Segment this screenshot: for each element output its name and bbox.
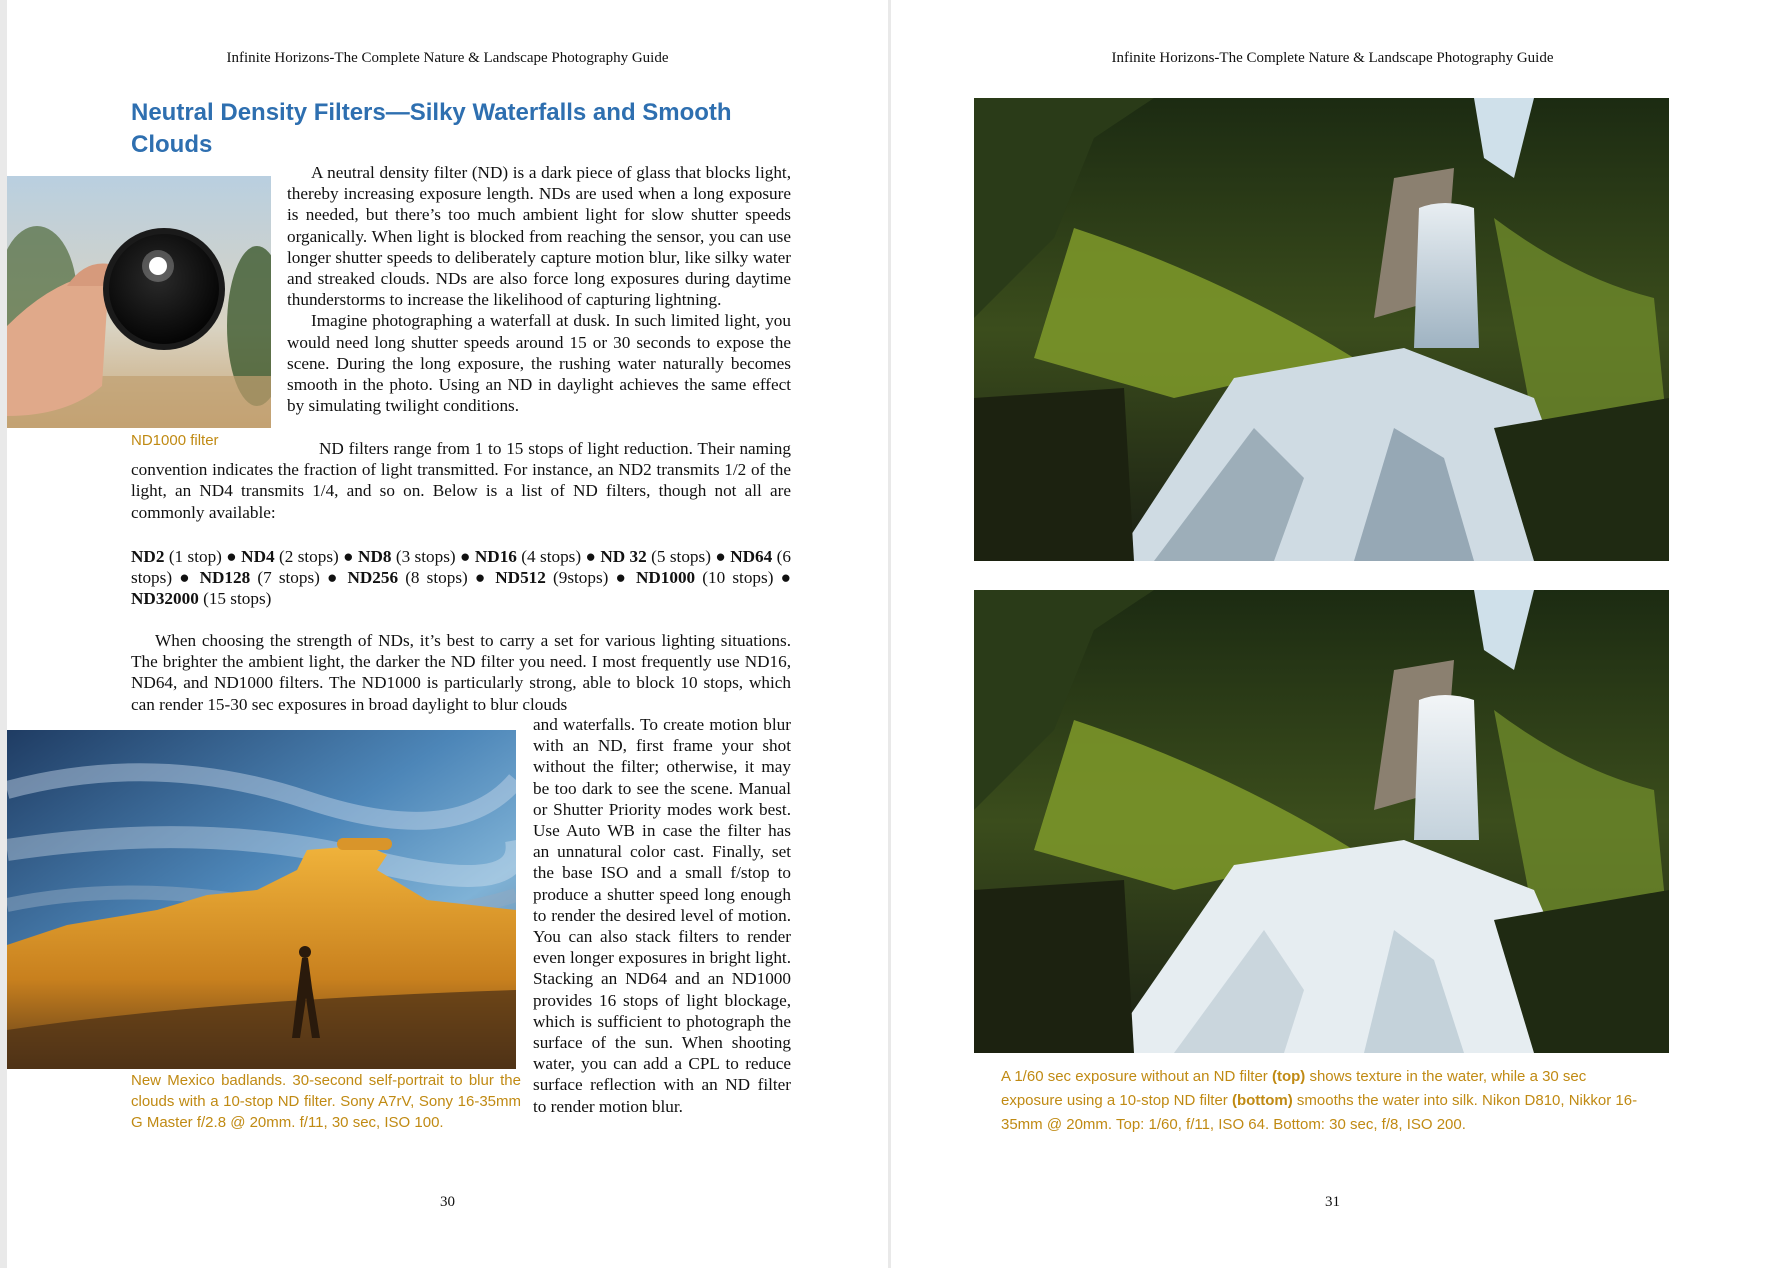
right-page [891,0,1774,1268]
nd-filter-photo [7,176,271,428]
caption-part-1: A 1/60 sec exposure without an ND filter [1001,1068,1272,1085]
caption-part-2: shows texture in the water, while a 30 sec exposure using a 10-stop ND filter [1001,1068,1587,1109]
section-heading: Neutral Density Filters—Silky Waterfalls and Smooth Clouds [131,99,732,158]
nd-list-item: ND2 (1 stop) [131,547,222,566]
nd-filter-list [131,546,791,610]
page-number-left: 30 [440,1194,455,1210]
nd-list-item: ND64 (6 stops) [131,547,791,588]
nd-list-item: ND8 (3 stops) [358,547,456,566]
running-head-left: Infinite Horizons-The Complete Nature & Landscape Photography Guide [226,50,669,66]
nd-list-item: ND 32 (5 stops) [600,547,711,566]
nd-list-item: ND256 (8 stops) [347,568,468,588]
caption-label-bottom: (bottom) [1231,1092,1293,1109]
badlands-photo [7,730,516,1069]
caption-label-top: (top) [1271,1068,1306,1085]
paragraph-3: ND filters range from 1 to 15 stops of light reduction. Their naming convention indicates the fraction of light transmitted. For instance, an ND2 transmits 1/2 of the light, an ND4 transmits 1/4, and so on. Below is a list of ND filters, though not all are commonly available: [131,439,791,522]
text-wrap-top [287,162,791,416]
caption-nd-filter: ND1000 filter [131,432,219,449]
paragraph-2: Imagine photographing a waterfall at dusk. In such limited light, you would need long shutter speeds around 15 or 30 seconds to expose the scene. During the long exposure, the rushing water naturally becomes smooth in the photo. Using an ND in daylight achieves the same effect by simulating twilight conditions. [287,311,791,416]
caption-waterfalls [1001,1065,1641,1137]
caption-part-3: smooths the water into silk. Nikon D810, Nikkor 16-35mm @ 20mm. Top: 1/60, f/11, ISO 64. Bottom: 30 sec, f/8, ISO 200. [1001,1092,1638,1133]
nd-list-item: ND32000 (15 stops) [131,589,272,609]
caption-badlands: New Mexico badlands. 30-second self-portrait to blur the clouds with a 10-stop ND filter. Sony A7rV, Sony 16-35mm G Master f/2.8 @ 20mm. f/11, 30 sec, ISO 100. [131,1072,521,1131]
nd-list-item: ND4 (2 stops) [241,547,339,566]
waterfall-photo-bottom [974,590,1669,1053]
paragraph-4: When choosing the strength of NDs, it’s best to carry a set for various lighting situations. The brighter the ambient light, the darker the ND filter you need. I most frequently use ND16, ND64, and ND1000 filters. The ND1000 is particularly strong, able to block 10 stops, which can render 15-30 sec exposures in broad daylight to blur clouds [131,631,791,714]
text-wrap-column [533,714,791,1117]
paragraph-5: and waterfalls. To create motion blur with an ND, first frame your shot without the filter; otherwise, it may be too dark to see the scene. Manual or Shutter Priority modes work best. Use Auto WB in case the filter has an unnatural color cast. Finally, set the base ISO and a small f/stop to produce a shutter speed long enough to render the desired level of motion. You can also stack filters to render even longer exposures in bright light. Stacking an ND64 and an ND1000 provides 16 stops of light blockage, which is sufficient to photograph the surface of the sun. When shooting water, you can add a CPL to reduce surface reflection with an ND filter to render motion blur. [533,715,791,1116]
nd-list-item: ND128 (7 stops) [199,568,320,588]
paragraph-1: A neutral density filter (ND) is a dark piece of glass that blocks light, thereby increasing exposure length. NDs are used when a long exposure is needed, but there’s too much ambient light for slow shutter speeds organically. When light is blocked from reaching the sensor, you can use longer shutter speeds to deliberately capture motion blur, like silky water and streaked clouds. NDs are also force long exposures during daytime thunderstorms to increase the likelihood of capturing lightning. [287,163,791,310]
nd-list-item: ND16 (4 stops) [474,547,582,566]
text-after-list [131,630,791,715]
nd-list-paragraph: ND2 (1 stop) ● ND4 (2 stops) ● ND8 (3 stops) ● ND16 (4 stops) ● ND 32 (5 stops) ● ND64 (6 stops) ● ND128 (7 stops) ● ND256 (8 stops) ● ND512 (9stops) ● ND1000 (10 stops) ● ND32000 (15 stops) [131,547,791,609]
nd-list-item: ND512 (9stops) [495,568,609,588]
text-full-width [131,438,791,523]
nd-list-item: ND1000 (10 stops) [635,568,774,588]
running-head-right: Infinite Horizons-The Complete Nature & Landscape Photography Guide [1111,50,1554,66]
left-page [7,0,888,1268]
waterfall-photo-top [974,98,1669,561]
page-number-right: 31 [1325,1194,1340,1210]
